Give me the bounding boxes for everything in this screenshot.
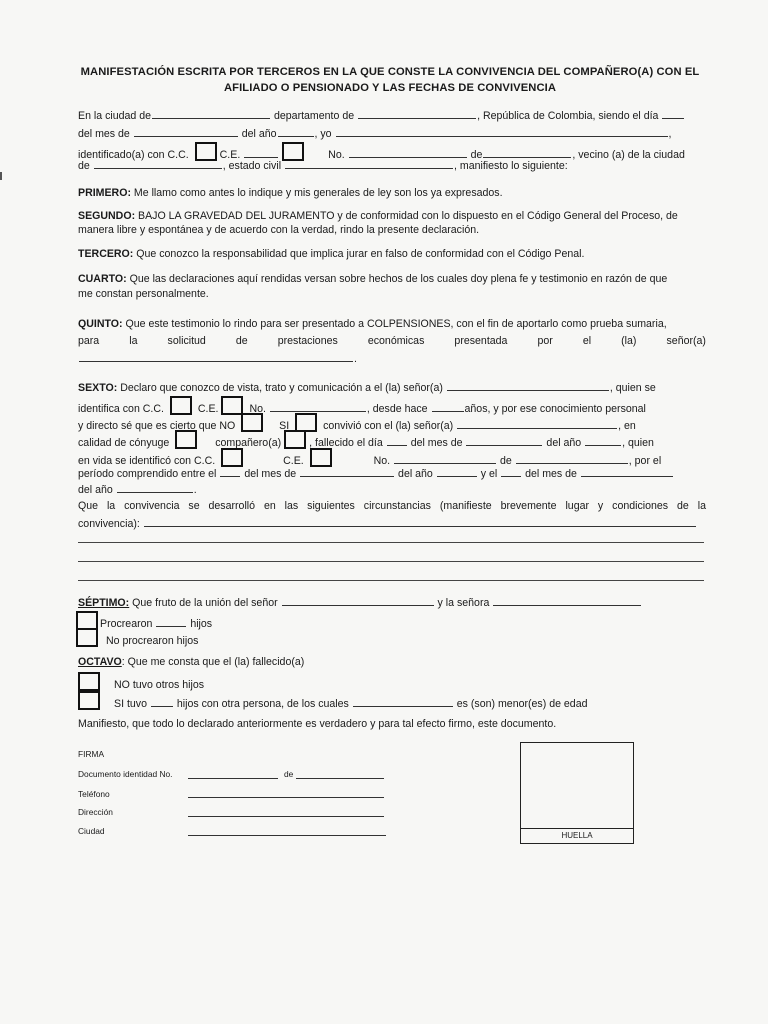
circumstances-line-4[interactable] (78, 580, 704, 581)
year-field[interactable] (278, 126, 314, 137)
deceased-id-field[interactable] (394, 453, 496, 464)
quinto-name-line: . (78, 351, 706, 366)
father-name-field[interactable] (282, 595, 434, 606)
octavo-option-1: NO tuvo otros hijos (78, 672, 706, 692)
other-children-checkbox[interactable] (78, 691, 100, 710)
clause-cuarto-cont: me constan personalmente. (78, 288, 209, 300)
deceased-name-field[interactable] (447, 380, 609, 391)
margin-mark (0, 172, 2, 180)
clause-octavo: OCTAVO: Que me consta que el (la) fallecido(a) (78, 656, 305, 668)
years-known-field[interactable] (432, 401, 464, 412)
city-field[interactable] (152, 108, 270, 119)
from-day-field[interactable] (220, 466, 240, 477)
deceased-id-issued-field[interactable] (516, 453, 628, 464)
clause-sexto-5: en vida se identificó con C.C. C.E. No. de , por el (78, 448, 706, 468)
partner-name-field[interactable] (457, 418, 617, 429)
no-other-children-checkbox[interactable] (78, 672, 100, 691)
minor-children-count-field[interactable] (353, 696, 453, 707)
city-signature-field[interactable] (188, 835, 386, 836)
documento-de-label: de (284, 769, 294, 779)
intro-line-3: identificado(a) con C.C. C.E. No. de , vecino (a) de la ciudad (78, 142, 706, 162)
clause-sexto-1: SEXTO: Declaro que conozco de vista, trato y comunicación a el (la) señor(a) , quien se (78, 382, 656, 394)
ciudad-label: Ciudad (78, 826, 105, 836)
octavo-option-2: SI tuvo hijos con otra persona, de los cuales es (son) menor(es) de edad (78, 691, 706, 711)
to-day-field[interactable] (501, 466, 521, 477)
septimo-option-2: No procrearon hijos (76, 628, 704, 648)
intro-line-2: del mes de del año , yo , (78, 128, 672, 140)
death-month-field[interactable] (466, 435, 542, 446)
clause-sexto-3: y directo sé que es cierto que NO SI convivió con el (la) señor(a) , en (78, 413, 706, 433)
deceased-ce-checkbox[interactable] (310, 448, 332, 467)
id-number-field[interactable] (349, 147, 467, 158)
clause-cuarto: CUARTO: Que las declaraciones aquí rendidas versan sobre hechos de los cuales doy plena fe y testimonio en razón de que (78, 273, 668, 285)
other-children-count-field[interactable] (151, 696, 173, 707)
direccion-label: Dirección (78, 807, 113, 817)
clause-quinto: QUINTO: Que este testimonio lo rindo para ser presentado a COLPENSIONES, con el fin de aportarlo como prueba sumaria, (78, 318, 667, 330)
death-year-field[interactable] (585, 435, 621, 446)
to-month-field[interactable] (581, 466, 673, 477)
fingerprint-box[interactable] (520, 742, 634, 844)
day-field[interactable] (662, 108, 684, 119)
marital-status-field[interactable] (285, 158, 453, 169)
clause-sexto-7: del año . (78, 484, 197, 496)
death-day-field[interactable] (387, 435, 407, 446)
clause-primero: PRIMERO: Me llamo como antes lo indique y mis generales de ley son los ya expresados. (78, 187, 503, 199)
intro-line-1: En la ciudad de departamento de , República de Colombia, siendo el día (78, 108, 706, 123)
documento-label: Documento identidad No. (78, 769, 173, 779)
circumstances-field-1[interactable] (144, 516, 696, 527)
to-year-field[interactable] (117, 482, 193, 493)
intro-line-4: de , estado civil , manifiesto lo siguiente: (78, 160, 568, 172)
clause-sexto-4: calidad de cónyuge compañero(a) , fallecido el día del mes de del año , quien (78, 430, 706, 450)
from-month-field[interactable] (300, 466, 394, 477)
document-number-field[interactable] (188, 778, 278, 779)
firma-label: FIRMA (78, 749, 105, 759)
title-line-1: MANIFESTACIÓN ESCRITA POR TERCEROS EN LA QUE CONSTE LA CONVIVENCIA DEL COMPAÑERO(A) CON EL (80, 66, 700, 78)
clause-tercero: TERCERO: Que conozco la responsabilidad que implica jurar en falso de conformidad con el Código Penal. (78, 248, 585, 260)
clause-sexto-2: identifica con C.C. C.E. No. , desde hace años, y por ese conocimiento personal (78, 396, 706, 416)
mother-name-field[interactable] (493, 595, 641, 606)
circumstances-line-2[interactable] (78, 542, 704, 543)
clause-quinto-words: para la solicitud de prestaciones económicas presentada por el (la) señor(a) (78, 335, 706, 347)
closing-statement: Manifiesto, que todo lo declarado anteriormente es verdadero y para tal efecto firmo, este documento. (78, 718, 557, 730)
document-issued-field[interactable] (296, 778, 384, 779)
id-issued-field[interactable] (483, 147, 571, 158)
septimo-option-1: Procrearon hijos (76, 611, 704, 631)
name-field[interactable] (336, 126, 668, 137)
clause-sexto-8: Que la convivencia se desarrolló en las siguientes circunstancias (manifieste brevemente lugar y condiciones de la (78, 500, 706, 512)
from-year-field[interactable] (437, 466, 477, 477)
address-field[interactable] (188, 816, 384, 817)
form-title (70, 64, 710, 96)
clause-segundo: SEGUNDO: BAJO LA GRAVEDAD DEL JURAMENTO y de conformidad con lo dispuesto en el Código General del Proceso, de (78, 210, 678, 222)
phone-field[interactable] (188, 797, 384, 798)
no-procrearon-checkbox[interactable] (76, 628, 98, 647)
department-field[interactable] (358, 108, 476, 119)
clause-septimo: SÉPTIMO: Que fruto de la unión del señor y la señora (78, 595, 706, 610)
residence-city-field[interactable] (94, 158, 222, 169)
huella-label: HUELLA (521, 828, 633, 843)
children-count-field[interactable] (156, 616, 186, 627)
clause-sexto-6: período comprendido entre el del mes de del año y el del mes de (78, 466, 706, 481)
spouse-checkbox[interactable] (175, 430, 197, 449)
month-field[interactable] (134, 126, 238, 137)
clause-segundo-cont: manera libre y espontánea y de acuerdo con la verdad, rindo la presente declaración. (78, 224, 480, 236)
beneficiary-field[interactable] (79, 351, 353, 362)
circumstances-line-3[interactable] (78, 561, 704, 562)
clause-sexto-9: convivencia): (78, 516, 706, 531)
sexto-id-field[interactable] (270, 401, 366, 412)
partner-checkbox[interactable] (284, 430, 306, 449)
deceased-cc-checkbox[interactable] (221, 448, 243, 467)
telefono-label: Teléfono (78, 789, 110, 799)
title-line-2: AFILIADO O PENSIONADO Y LAS FECHAS DE CONVIVENCIA (223, 82, 557, 94)
